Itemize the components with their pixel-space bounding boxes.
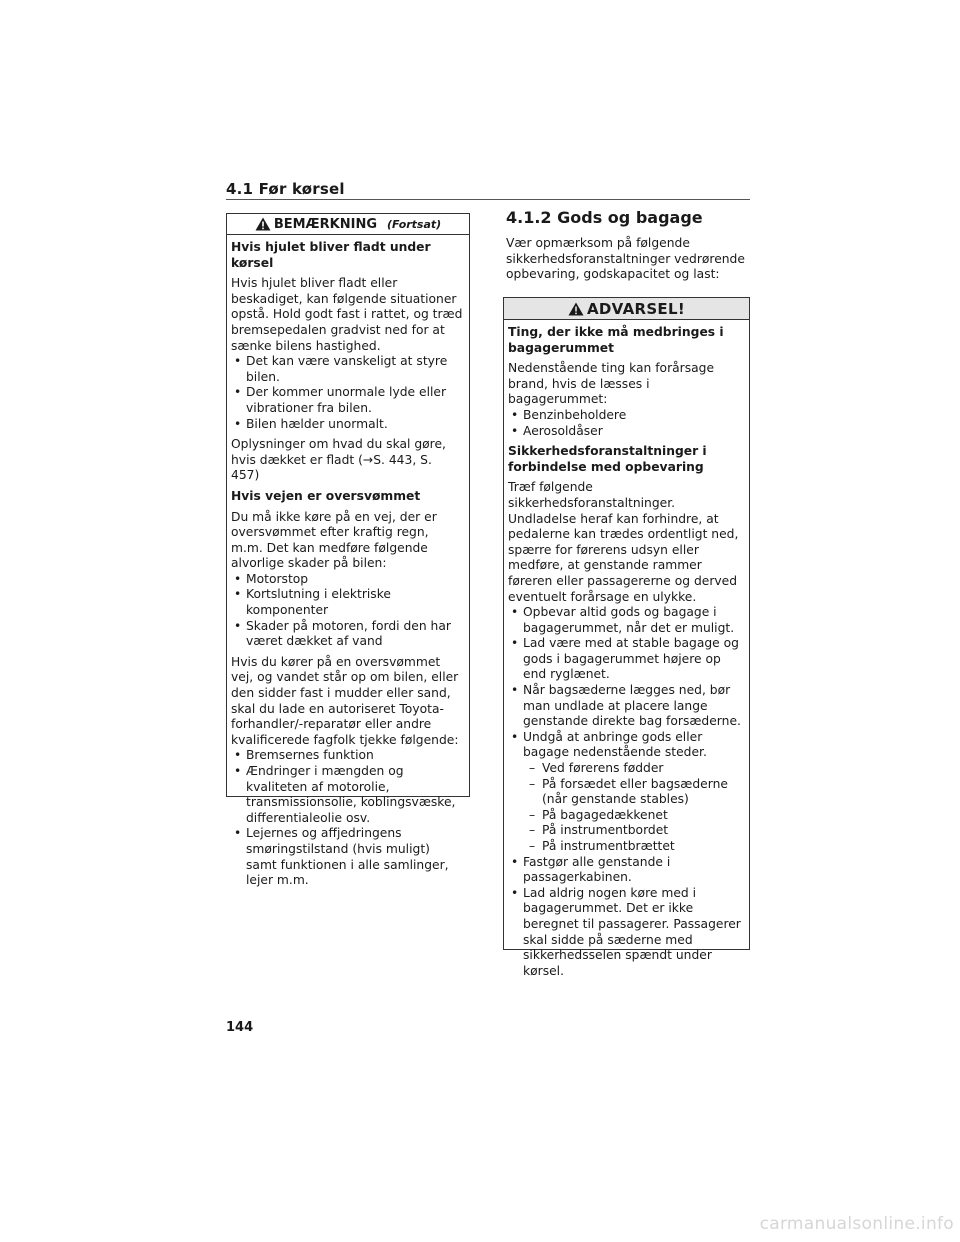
storage-text: Træf følgende sikkerhedsforanstaltninger. Undladelse heraf kan forhindre, at pedalerne kan trædes ordentligt ned, spærre for førerens udsyn eller medføre, at genstande rammer føreren eller passagererne og derved eventuelt forårsage en ulykke. [508,480,739,604]
section-header: 4.1 Før kørsel [226,180,345,198]
flat-tire-heading: Hvis hjulet bliver fladt under kørsel [231,240,431,270]
warning-triangle-icon [568,302,584,316]
list-item: • Bremsernes funktion [231,748,463,764]
flood-check-text: Hvis du kører på en oversvømmet vej, og vandet står op om bilen, eller den sidder fast i mudder eller sand, skal du lade en autoriseret Toyota-forhandler/-reparatør eller andre kvalificerede fagfolk tjekke følgende: [231,654,459,747]
list-item: • Undgå at anbringe gods eller bagage nedenstående steder. [508,730,743,761]
list-item: • Benzinbeholdere [508,408,743,424]
warning-body [504,320,749,979]
flood-list [231,572,463,650]
subsection-title: 4.1.2 Gods og bagage [506,208,703,227]
list-item: • Aerosoldåser [508,424,743,440]
header-divider [226,199,750,200]
list-item: – Ved førerens fødder [522,761,743,777]
flood-check-list [231,748,463,888]
note-body [227,235,469,889]
flat-tire-text: Hvis hjulet bliver fladt eller beskadiget, kan følgende situationer opstå. Hold godt fast i rattet, og træd bremsepedalen gradvist ned for at sænke bilens hastighed. [231,276,463,353]
list-item: • Det kan være vanskeligt at styre bilen. [231,354,463,385]
forbidden-text: Nedenstående ting kan forårsage brand, hvis de læsses i bagagerummet: [508,361,715,407]
note-title: BEMÆRKNING [273,216,377,232]
final-list [508,855,743,980]
list-item: • Motorstop [231,572,463,588]
warning-title-bar [504,298,749,320]
list-item: • Lad være med at stable bagage og gods i bagagerummet højere op end ryglænet. [508,636,743,683]
list-item: • Opbevar altid gods og bagage i bagagerummet, når det er muligt. [508,605,743,636]
list-item: – På forsædet eller bagsæderne (når genstande stables) [522,777,743,808]
places-list [508,761,743,855]
list-item: – På instrumentbordet [522,823,743,839]
list-item: • Lad aldrig nogen køre med i bagagerummet. Det er ikke beregnet til passagerer. Passagerer skal sidde på sæderne med sikkerhedsselen spændt under kørsel. [508,886,743,980]
flood-heading: Hvis vejen er oversvømmet [231,488,421,503]
warning-triangle-icon [255,217,271,231]
note-title-bar [227,214,469,235]
list-item: • Kortslutning i elektriske komponenter [231,587,463,618]
flat-tire-list [231,354,463,432]
warning-title: ADVARSEL! [587,299,685,318]
page-number: 144 [226,1020,254,1035]
list-item: – På bagagedækkenet [522,808,743,824]
watermark: carmanualsonline.info [759,1214,954,1234]
list-item: • Ændringer i mængden og kvaliteten af motorolie, transmissionsolie, koblingsvæske, differentialeolie osv. [231,764,463,826]
note-box [226,213,470,888]
warning-box [503,297,750,978]
list-item: • Fastgør alle genstande i passagerkabinen. [508,855,743,886]
list-item: • Skader på motoren, fordi den har været dækket af vand [231,619,463,650]
forbidden-heading: Ting, der ikke må medbringes i bagagerummet [508,325,724,355]
flood-text: Du må ikke køre på en vej, der er oversvømmet efter kraftig regn, m.m. Det kan medføre følgende alvorlige skader på bilen: [231,509,437,571]
list-item: • Der kommer unormale lyde eller vibrationer fra bilen. [231,385,463,416]
storage-list [508,605,743,761]
list-item: • Når bagsæderne lægges ned, bør man undlade at placere lange genstande direkte bag forsæderne. [508,683,743,730]
section-intro: Vær opmærksom på følgende sikkerhedsforanstaltninger vedrørende opbevaring, godskapacitet og last: [506,236,745,282]
storage-heading: Sikkerhedsforanstaltninger i forbindelse med opbevaring [508,444,707,474]
flat-tire-info: Oplysninger om hvad du skal gøre, hvis dækket er fladt (→S. 443, S. 457) [231,437,446,483]
list-item: – På instrumentbrættet [522,839,743,855]
list-item: • Bilen hælder unormalt. [231,417,463,433]
list-item: • Lejernes og affjedringens smøringstilstand (hvis muligt) samt funktionen i alle samlinger, lejer m.m. [231,826,463,888]
forbidden-list [508,408,743,439]
note-subtitle: (Fortsat) [387,217,442,231]
